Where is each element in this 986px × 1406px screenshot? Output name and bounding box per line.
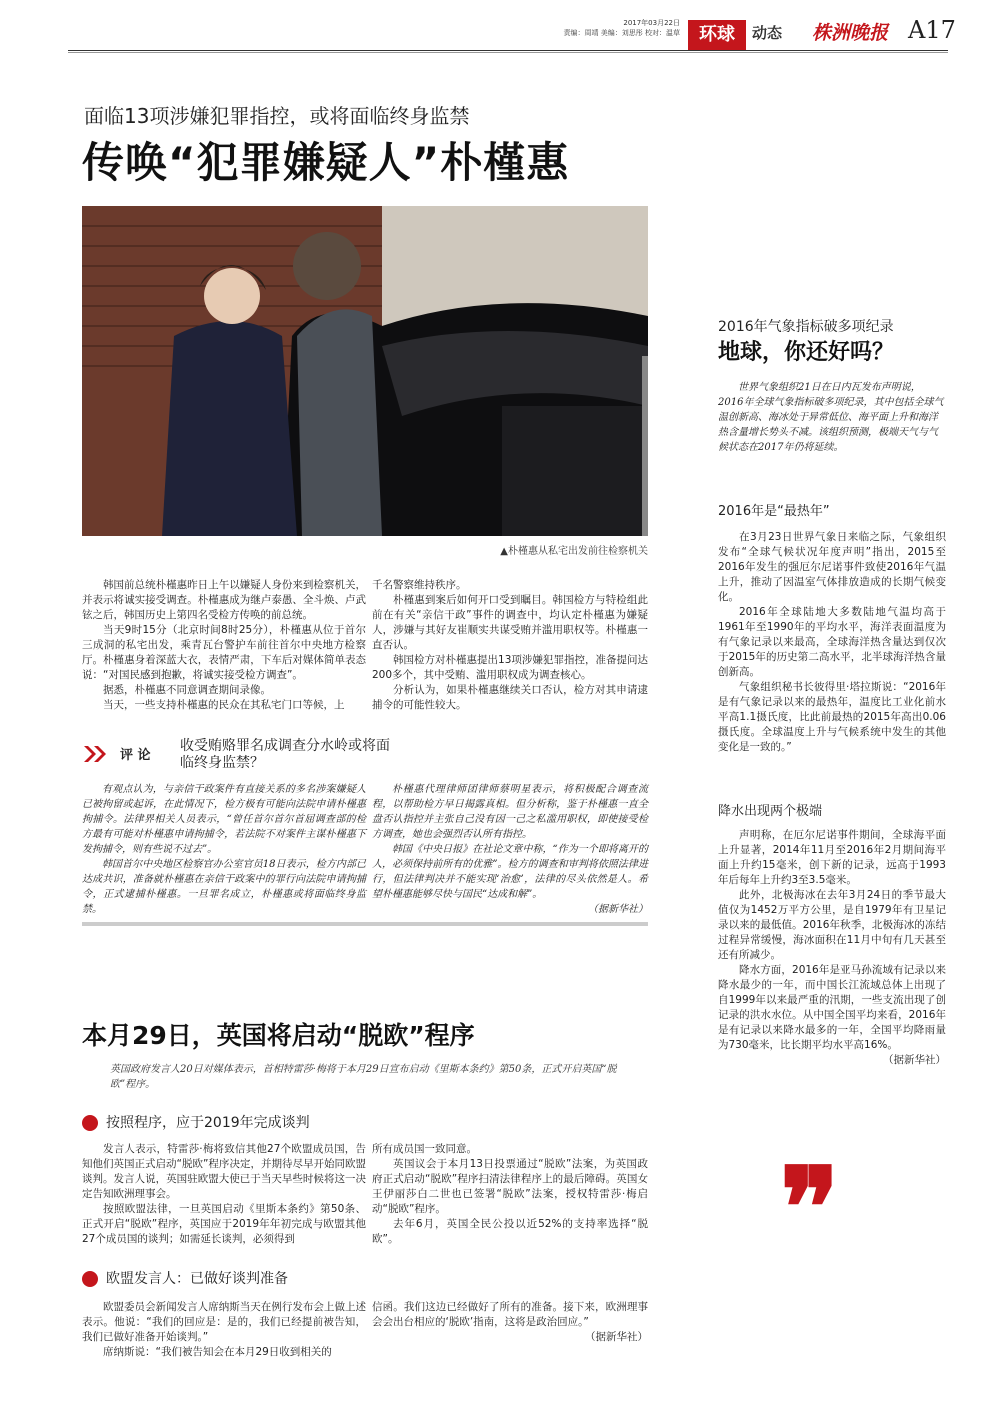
paragraph: 欧盟委员会新闻发言人席纳斯当天在例行发布会上做上述表示。他说：“我们的回应是：是的，我们已经提前被告知，我们已做好准备开始谈判。” <box>82 1301 366 1343</box>
main-kicker: 面临13项涉嫌犯罪指控，或将面临终身监禁 <box>84 104 470 128</box>
main-headline: 传唤“犯罪嫌疑人”朴槿惠 <box>82 138 570 187</box>
paragraph: 发言人表示，特雷莎·梅将致信其他27个欧盟成员国，告知他们英国正式启动“脱欧”程序决定，并期待尽早开始同欧盟谈判。发言人说，英国驻欧盟大使已于当天早些时候将这一决定告知欧洲理事会。 <box>82 1143 366 1200</box>
bottom-body-column-2 <box>372 1142 648 1247</box>
right-headline: 地球，你还好吗？ <box>718 340 895 365</box>
paragraph: 朴槿惠到案后如何开口受到瞩目。韩国检方与特检组此前在有关“亲信干政”事件的调查中，均认定朴槿惠为嫌疑人，涉嫌与其好友崔顺实共谋受贿并滥用职权等。朴槿惠一直否认。 <box>372 594 648 651</box>
review-title: 收受贿赂罪名成调查分水岭或将面临终身监禁？ <box>180 738 390 771</box>
paragraph: 按照欧盟法律，一旦英国启动《里斯本条约》第50条、正式开启“脱欧”程序，英国应于2019年年初完成与欧盟其他27个成员国的谈判；如需延长谈判，必须得到 <box>82 1203 366 1245</box>
paragraph: 有观点认为，与亲信干政案件有直接关系的多名涉案嫌疑人已被拘留或起诉，在此情况下，检方极有可能向法院申请朴槿惠拘捕令。法律界相关人员表示，“曾任首尔首尔首屈调查部的检方最有可能对朴槿惠申请拘捕令，若法院不对案件主谋朴槿惠下发拘捕令，则有些说不过去”。 <box>82 784 366 855</box>
paragraph: 气象组织秘书长彼得里·塔拉斯说：“2016年是有气象记录以来的最热年，温度比工业化前水平高1.1摄氏度，比此前最热的2015年高出0.06摄氏度。全球温度上升与气候系统中发生的其他变化是一致的。” <box>718 681 946 753</box>
news-photo <box>82 206 648 536</box>
bullet-dot-icon <box>82 1115 98 1131</box>
main-body-column-2 <box>372 578 648 713</box>
bottom-body-column-3 <box>82 1300 366 1360</box>
right-kicker: 2016年气象指标破多项纪录 <box>718 319 894 335</box>
paragraph: 2016年全球陆地大多数陆地气温均高于1961年至1990年的平均水平，海洋表面温度为有气象记录以来最高，全球海洋热含量达到仅次于2015年的历史第二高水平，北半球海洋热含量创新高。 <box>718 606 946 678</box>
issue-date: 2017年03月22日 <box>623 19 680 27</box>
paragraph: 韩国检方对朴槿惠提出13项涉嫌犯罪指控，准备提问达200多个，其中受贿、滥用职权成为调查核心。 <box>372 654 648 681</box>
subsection-label: 动态 <box>752 24 783 42</box>
paragraph: 当天，一些支持朴槿惠的民众在其私宅门口等候，上 <box>103 699 345 711</box>
paragraph: 分析认为，如果朴槿惠继续关口否认，检方对其申请逮捕令的可能性较大。 <box>372 684 648 711</box>
photo-caption: ▲朴槿惠从私宅出发前往检察机关 <box>500 546 648 557</box>
subheading-text: 按照程序，应于2019年完成谈判 <box>106 1115 310 1131</box>
source-credit: （据新华社） <box>588 904 648 915</box>
bottom-headline: 本月29日，英国将启动“脱欧”程序 <box>82 1021 475 1050</box>
paragraph: 据悉，朴槿惠不同意调查期间录像。 <box>103 684 271 696</box>
paragraph: 英国议会于本月13日投票通过“脱欧”法案，为英国政府正式启动“脱欧”程序扫清法律程序上的最后障碍。英国女王伊丽莎白二世也已签署“脱欧”法案，授权特雷莎·梅启动“脱欧”程序。 <box>372 1158 648 1215</box>
quote-mark-icon: ❞ <box>780 1143 840 1272</box>
header-meta <box>520 18 680 38</box>
paragraph: 当天9时15分（北京时间8时25分），朴槿惠从位于首尔三成洞的私宅出发，乘青瓦台警护车前往首尔中央地方检察厅。朴槿惠身着深蓝大衣，表情严肃，下车后对媒体简单表态说：“对国民感到抱歉，将诚实接受检方调查”。 <box>82 624 366 681</box>
paragraph: 去年6月，英国全民公投以近52%的支持率选择“脱欧”。 <box>372 1218 648 1245</box>
paragraph: 韩国首尔中央地区检察官办公室官员18日表示，检方内部已达成共识，准备就朴槿惠在亲信干政案中的罪行向法院申请拘捕令，正式逮捕朴槿惠。一旦罪名成立，朴槿惠或将面临终身监禁。 <box>82 859 366 915</box>
paragraph: 韩国《中央日报》在社论文章中称，“作为一个即将离开的人，必须保持前所有的优雅”。检方的调查和审判将依照法律进行，但法律判决并不能实现‘治愈’，法律的尽头依然是人。希望朴槿惠能够尽快与国民“达成和解”。 <box>372 844 648 900</box>
paragraph: 在3月23日世界气象日来临之际，气象组织发布“全球气候状况年度声明”指出，2015至2016年发生的强厄尔尼诺事件致使2016年气温上升，推动了因温室气体排放造成的长期气候变化。 <box>718 531 946 603</box>
editor-credits: 责编：周靖 美编：刘思彤 校对：温草 <box>563 29 680 37</box>
subheading-text: 欧盟发言人：已做好谈判准备 <box>106 1271 288 1287</box>
bottom-body-column-4 <box>372 1300 648 1345</box>
bottom-body-column-1 <box>82 1142 366 1247</box>
page-number: A17 <box>908 16 956 44</box>
right-body-1 <box>718 530 946 755</box>
paragraph: 此外，北极海冰在去年3月24日的季节最大值仅为1452万平方公里，是自1979年有卫星记录以来的最低值。2016年秋季，北极海冰的冻结过程异常缓慢，海冰面积在11月中旬有几天甚至还有所减少。 <box>718 889 946 961</box>
header-rule <box>68 50 948 51</box>
section-badge: 环球 <box>688 20 746 50</box>
review-column-2 <box>372 782 648 917</box>
paragraph: 所有成员国一致同意。 <box>372 1143 477 1155</box>
bullet-dot-icon <box>82 1271 98 1287</box>
bottom-subheading-2 <box>82 1268 288 1288</box>
paragraph: 降水方面，2016年是亚马孙流域有记录以来降水最少的一年，而中国长江流域总体上出现了自1999年以来最严重的汛期，一些支流出现了创记录的洪水水位。从中国全国平均来看，2016年是有记录以来降水最多的一年，全国平均降雨量为730毫米，比长期平均水平高16%。 <box>718 964 946 1051</box>
header-rule-secondary <box>68 52 948 53</box>
paragraph: 世界气象组织21日在日内瓦发布声明说，2016年全球气象指标破多项纪录，其中包括全球气温创新高、海冰处于异常低位、海平面上升和海洋热含量增长势头不减。该组织预测，极端天气与气候状态在2017年仍将延续。 <box>718 382 944 453</box>
paragraph: 朴槿惠代理律师团律师蔡明星表示，将积极配合调查流程，以帮助检方早日揭露真相。但分析称，鉴于朴槿惠一直全盘否认指控并主张自己没有因一己之私滥用职权，即使接受检方调查，她也会强烈否认所有指控。 <box>372 784 648 840</box>
right-subheading-1: 2016年是“最热年” <box>718 504 830 519</box>
paragraph: 席纳斯说：“我们被告知会在本月29日收到相关的 <box>103 1346 332 1358</box>
source-credit: （据新华社） <box>585 1331 648 1343</box>
right-body-2 <box>718 828 946 1068</box>
source-credit: （据新华社） <box>883 1054 946 1066</box>
photo-illustration <box>82 206 648 536</box>
right-subheading-2: 降水出现两个极端 <box>718 804 823 819</box>
section-divider <box>82 922 648 926</box>
main-body-column-1 <box>82 578 366 713</box>
newspaper-logo: 株洲晚报 <box>812 22 889 44</box>
review-column-1 <box>82 782 366 917</box>
right-lead <box>718 380 946 455</box>
paragraph: 千名警察维持秩序。 <box>372 579 467 591</box>
review-label: 评 论 <box>120 748 151 763</box>
paragraph: 信函。我们这边已经做好了所有的准备。接下来，欧洲理事会会出台相应的‘脱欧’指南，这将是政治回应。” <box>372 1301 648 1328</box>
bottom-subheading-1 <box>82 1112 310 1132</box>
paragraph: 韩国前总统朴槿惠昨日上午以嫌疑人身份来到检察机关，并表示将诚实接受调查。朴槿惠成为继卢泰愚、全斗焕、卢武铉之后，韩国历史上第四名受检方传唤的前总统。 <box>82 579 366 621</box>
paragraph: 声明称，在厄尔尼诺事件期间，全球海平面上升显著，2014年11月至2016年2月期间海平面上升约15毫米，创下新的记录，远高于1993年后每年上升约3至3.5毫米。 <box>718 829 946 886</box>
bottom-lead: 英国政府发言人20日对媒体表示，首相特雷莎·梅将于本月29日宣布启动《里斯本条约》第50条，正式开启英国“脱欧”程序。 <box>110 1064 617 1090</box>
